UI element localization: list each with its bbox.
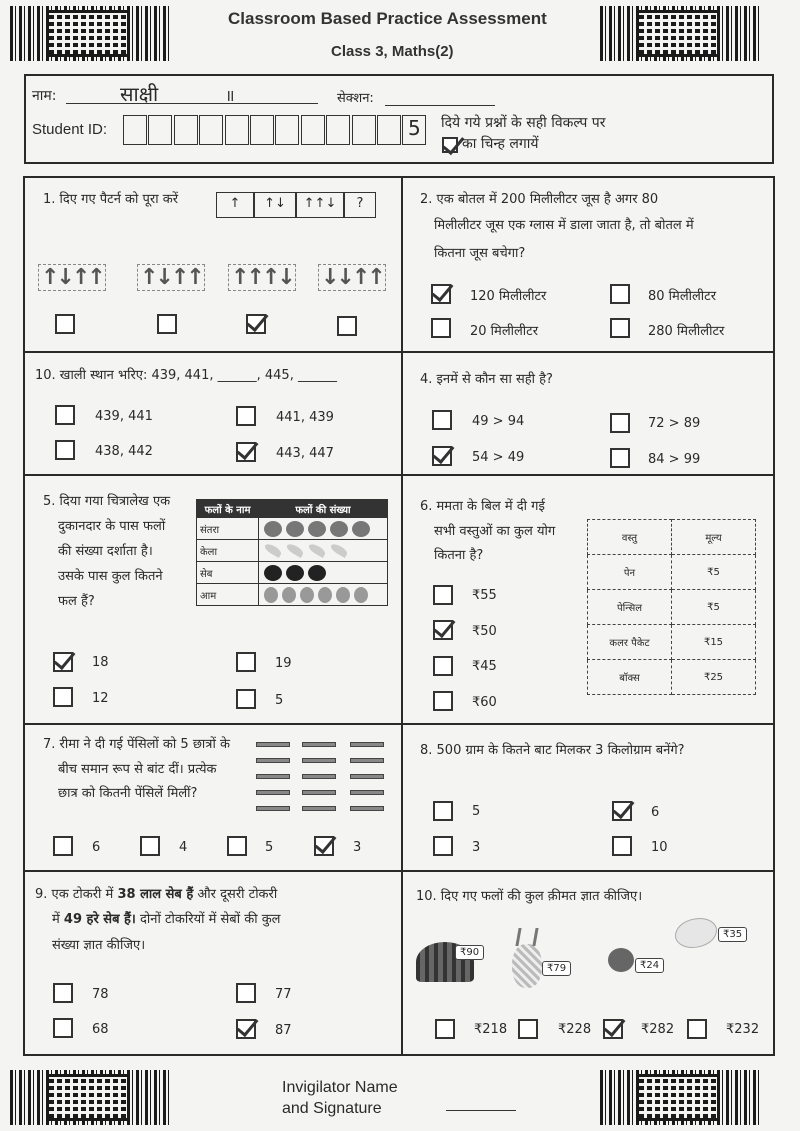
student-id-digit-box[interactable] — [123, 115, 147, 145]
instruction-line2: का चिन्ह लगायें — [462, 136, 539, 152]
q5-text-line5: फल हैं? — [58, 594, 95, 609]
q1-option-c-arrows: ↑↑↑↓ — [228, 264, 296, 291]
q4-text: 4. इनमें से कौन सा सही है? — [420, 372, 553, 387]
q5-option-b-label: 19 — [275, 656, 292, 671]
fruit-icon — [308, 565, 326, 581]
q6-option-c-checkbox[interactable] — [433, 656, 453, 676]
fruit-name-cell: सेब — [197, 562, 259, 584]
pencil-icon — [350, 790, 384, 795]
fruit-name-cell: संतरा — [197, 518, 259, 540]
student-id-last-digit: 5 — [408, 116, 421, 140]
student-id-digit-box[interactable] — [377, 115, 401, 145]
table-row — [588, 555, 756, 590]
q9-option-b-checkbox[interactable] — [236, 983, 256, 1003]
q2-option-b-label: 80 मिलीलीटर — [648, 289, 717, 304]
pineapple-price-tag: ₹79 — [542, 961, 571, 976]
q2-option-c-label: 20 मिलीलीटर — [470, 324, 539, 339]
q7-option-d-label: 3 — [353, 840, 362, 855]
q9-option-a-label: 78 — [92, 987, 109, 1002]
q10-option-d-checkbox[interactable] — [687, 1019, 707, 1039]
grid-vertical-divider — [401, 176, 403, 1056]
bill-item-cell: पेन — [588, 555, 672, 590]
q7-text-line2: बीच समान रूप से बांट दीं। प्रत्येक — [58, 762, 217, 777]
q1-option-b-checkbox[interactable] — [157, 314, 177, 334]
bill-item-cell: पेन्सिल — [588, 590, 672, 625]
q6-option-c-label: ₹45 — [472, 659, 497, 674]
bill-header-cell: वस्तु — [588, 520, 672, 555]
q7-option-a-checkbox[interactable] — [53, 836, 73, 856]
q8-option-d-label: 10 — [651, 840, 668, 855]
q1-option-a-arrows: ↑↓↑↑ — [38, 264, 106, 291]
name-extra: ॥ — [225, 86, 235, 105]
q2-text-line3: कितना जूस बचेगा? — [434, 246, 526, 261]
fruit-name-cell: आम — [197, 584, 259, 606]
barcode-top-right — [600, 6, 760, 61]
invigilator-label-line2: and Signature — [282, 1100, 382, 1117]
table-row — [197, 562, 388, 584]
pencil-icon — [256, 806, 290, 811]
q8-option-a-label: 5 — [472, 804, 481, 819]
q1-pattern-box: ↑↑↓ — [296, 192, 344, 218]
q8-text: 8. 500 ग्राम के कितने बाट मिलकर 3 किलोग्राम बनेंगे? — [420, 743, 685, 758]
bill-price-cell: ₹5 — [672, 555, 756, 590]
q6-bill-table — [587, 519, 756, 695]
q4-option-d-checkbox[interactable] — [610, 448, 630, 468]
q10-text: 10. दिए गए फलों की कुल क़ीमत ज्ञात कीजिए। — [416, 889, 643, 904]
q1-option-d-arrows: ↓↓↑↑ — [318, 264, 386, 291]
fruit-count-cell — [259, 584, 388, 606]
pencil-icon — [302, 806, 336, 811]
q1-pattern-box: ↑ — [216, 192, 254, 218]
q8-option-c-label: 3 — [472, 840, 481, 855]
q5-text-line2: दुकानदार के पास फलों — [58, 519, 166, 534]
q1-option-b-arrows: ↑↓↑↑ — [137, 264, 205, 291]
fruit-icon — [308, 521, 326, 537]
q2-option-b-checkbox[interactable] — [610, 284, 630, 304]
q5-table-header-count: फलों की संख्या — [259, 500, 388, 518]
q7-option-b-label: 4 — [179, 840, 188, 855]
q2-text-line1: 2. एक बोतल में 200 मिलीलीटर जूस है अगर 80 — [420, 192, 659, 207]
grid-row-divider — [23, 723, 775, 725]
q7-text-line3: छात्र को कितनी पेंसिलें मिलीं? — [58, 786, 198, 801]
q5-option-c-label: 12 — [92, 691, 109, 706]
q2-option-a-label: 120 मिलीलीटर — [470, 289, 547, 304]
student-id-digit-box[interactable] — [326, 115, 350, 145]
q9-text-line1: 9. एक टोकरी में 38 लाल सेब हैं और दूसरी टोकरी — [35, 887, 278, 902]
q7-option-c-checkbox[interactable] — [227, 836, 247, 856]
fruit-icon — [263, 542, 283, 558]
fruit-icon — [307, 542, 327, 558]
q5-table-header-name: फलों के नाम — [197, 500, 259, 518]
fruit-icon — [354, 587, 368, 603]
q3-option-a-checkbox[interactable] — [55, 405, 75, 425]
q7-option-d-checkbox[interactable] — [314, 836, 334, 856]
q2-option-d-checkbox[interactable] — [610, 318, 630, 338]
pencil-icon — [256, 790, 290, 795]
q4-option-a-checkbox[interactable] — [432, 410, 452, 430]
barcode-bottom-right — [600, 1070, 760, 1125]
q2-option-a-checkbox[interactable] — [431, 284, 451, 304]
q10-option-b-checkbox[interactable] — [518, 1019, 538, 1039]
q6-text-line3: कितना है? — [434, 548, 484, 563]
q8-option-d-checkbox[interactable] — [612, 836, 632, 856]
pencil-icon — [302, 758, 336, 763]
q1-option-c-checkbox[interactable] — [246, 314, 266, 334]
table-row — [588, 660, 756, 695]
fruit-icon — [318, 587, 332, 603]
instruction-line1: दिये गये प्रश्नों के सही विकल्प पर — [441, 115, 606, 131]
q6-option-d-checkbox[interactable] — [433, 691, 453, 711]
page-title: Classroom Based Practice Assessment — [228, 9, 547, 28]
q6-option-a-label: ₹55 — [472, 588, 497, 603]
pineapple-image — [512, 944, 542, 988]
q3-option-a-label: 439, 441 — [95, 409, 153, 424]
q2-option-d-label: 280 मिलीलीटर — [648, 324, 725, 339]
pencil-icon — [350, 758, 384, 763]
q3-option-c-checkbox[interactable] — [55, 440, 75, 460]
q3-option-c-label: 438, 442 — [95, 444, 153, 459]
barcode-bottom-left — [10, 1070, 170, 1125]
q6-option-b-label: ₹50 — [472, 624, 497, 639]
mango-price-tag: ₹35 — [718, 927, 747, 942]
q10-option-c-label: ₹282 — [641, 1022, 675, 1037]
q10-option-c-checkbox[interactable] — [603, 1019, 623, 1039]
name-label: नाम: — [32, 88, 57, 104]
q1-pattern-box: ↑↓ — [254, 192, 296, 218]
table-row — [588, 625, 756, 660]
invigilator-signature-line[interactable] — [446, 1110, 516, 1111]
pencil-icon — [256, 774, 290, 779]
q3-option-d-checkbox[interactable] — [236, 442, 256, 462]
fruit-count-cell — [259, 518, 388, 540]
fruit-count-cell — [259, 562, 388, 584]
table-row — [197, 540, 388, 562]
q5-text-line1: 5. दिया गया चित्रालेख एक — [43, 494, 171, 509]
q1-text: 1. दिए गए पैटर्न को पूरा करें — [43, 192, 179, 207]
fruit-icon — [264, 565, 282, 581]
q5-text-line3: की संख्या दर्शाता है। — [58, 544, 153, 559]
q6-text-line1: 6. ममता के बिल में दी गई — [420, 499, 545, 514]
q1-option-d-checkbox[interactable] — [337, 316, 357, 336]
q5-option-d-label: 5 — [275, 693, 284, 708]
q10-option-a-label: ₹218 — [474, 1022, 508, 1037]
q6-option-d-label: ₹60 — [472, 695, 497, 710]
q4-option-b-label: 72 > 89 — [648, 416, 701, 431]
student-id-digit-box[interactable] — [225, 115, 249, 145]
table-row — [197, 584, 388, 606]
student-id-digit-box[interactable] — [174, 115, 198, 145]
q5-pictograph-table — [196, 499, 388, 606]
q10-option-d-label: ₹232 — [726, 1022, 760, 1037]
q9-option-c-checkbox[interactable] — [53, 1018, 73, 1038]
q5-option-d-checkbox[interactable] — [236, 689, 256, 709]
pineapple-leaves — [515, 928, 538, 946]
section-line[interactable] — [385, 105, 495, 106]
pencil-icon — [302, 742, 336, 747]
student-id-digit-box[interactable] — [199, 115, 223, 145]
student-id-digit-box[interactable] — [301, 115, 325, 145]
q5-option-b-checkbox[interactable] — [236, 652, 256, 672]
q9-text-line3: संख्या ज्ञात कीजिए। — [52, 938, 146, 953]
fruit-icon — [264, 521, 282, 537]
pencil-icon — [350, 742, 384, 747]
q3-option-b-checkbox[interactable] — [236, 406, 256, 426]
q6-text-line2: सभी वस्तुओं का कुल योग — [434, 524, 556, 539]
page-subtitle: Class 3, Maths(2) — [331, 43, 454, 60]
q9-text-line2: में 49 हरे सेब हैं। दोनों टोकरियों में सेबों की कुल — [52, 912, 281, 927]
q8-option-b-label: 6 — [651, 805, 660, 820]
q3-text: 10. खाली स्थान भरिए: 439, 441, ______, 445, ______ — [35, 368, 337, 383]
q8-option-b-checkbox[interactable] — [612, 801, 632, 821]
bill-price-cell: ₹5 — [672, 590, 756, 625]
section-label: सेक्शन: — [337, 91, 374, 106]
student-id-digit-box[interactable] — [352, 115, 376, 145]
q7-option-b-checkbox[interactable] — [140, 836, 160, 856]
student-id-digit-box[interactable] — [250, 115, 274, 145]
q4-option-b-checkbox[interactable] — [610, 413, 630, 433]
invigilator-label-line1: Invigilator Name — [282, 1079, 398, 1096]
q10-option-a-checkbox[interactable] — [435, 1019, 455, 1039]
q9-option-d-checkbox[interactable] — [236, 1019, 256, 1039]
fruit-icon — [285, 542, 305, 558]
pencil-icon — [256, 758, 290, 763]
fruit-icon — [264, 587, 278, 603]
q9-option-c-label: 68 — [92, 1022, 109, 1037]
fruit-icon — [330, 521, 348, 537]
q4-option-d-label: 84 > 99 — [648, 452, 701, 467]
pencil-icon — [302, 790, 336, 795]
bill-header-cell: मूल्य — [672, 520, 756, 555]
instruction-check-icon — [442, 137, 458, 153]
name-value: साक्षी — [120, 82, 159, 106]
bill-header-row — [588, 520, 756, 555]
fruit-icon — [286, 565, 304, 581]
q5-option-c-checkbox[interactable] — [53, 687, 73, 707]
fruit-icon — [300, 587, 314, 603]
grid-row-divider — [23, 351, 775, 353]
pencil-icon — [302, 774, 336, 779]
q7-option-c-label: 5 — [265, 840, 274, 855]
q2-text-line2: मिलीलीटर जूस एक ग्लास में डाला जाता है, तो बोतल में — [434, 218, 694, 233]
q7-option-a-label: 6 — [92, 840, 101, 855]
q8-option-c-checkbox[interactable] — [433, 836, 453, 856]
fruit-icon — [286, 521, 304, 537]
q4-option-c-checkbox[interactable] — [432, 446, 452, 466]
q4-option-c-label: 54 > 49 — [472, 450, 525, 465]
q6-option-a-checkbox[interactable] — [433, 585, 453, 605]
q4-option-a-label: 49 > 94 — [472, 414, 525, 429]
q1-pattern-box: ? — [344, 192, 376, 218]
name-line[interactable] — [66, 103, 318, 104]
fruit-icon — [329, 542, 349, 558]
pencil-icon — [256, 742, 290, 747]
q1-option-a-checkbox[interactable] — [55, 314, 75, 334]
grid-row-divider — [23, 870, 775, 872]
q2-option-c-checkbox[interactable] — [431, 318, 451, 338]
barcode-top-left — [10, 6, 170, 61]
grid-row-divider — [23, 474, 775, 476]
fruit-count-cell — [259, 540, 388, 562]
q5-option-a-checkbox[interactable] — [53, 652, 73, 672]
q9-option-b-label: 77 — [275, 987, 292, 1002]
q5-option-a-label: 18 — [92, 655, 109, 670]
fruit-name-cell: केला — [197, 540, 259, 562]
bill-price-cell: ₹15 — [672, 625, 756, 660]
fruit-icon — [352, 521, 370, 537]
table-row — [588, 590, 756, 625]
student-id-digit-box[interactable] — [148, 115, 172, 145]
pencil-icon — [350, 806, 384, 811]
student-id-digit-box[interactable] — [275, 115, 299, 145]
q10-option-b-label: ₹228 — [558, 1022, 592, 1037]
q9-option-d-label: 87 — [275, 1023, 292, 1038]
q8-option-a-checkbox[interactable] — [433, 801, 453, 821]
apple-price-tag: ₹24 — [635, 958, 664, 973]
student-id-label: Student ID: — [32, 121, 108, 138]
q5-text-line4: उसके पास कुल कितने — [58, 569, 163, 584]
bill-item-cell: कलर पैकेट — [588, 625, 672, 660]
q7-text-line1: 7. रीमा ने दी गई पेंसिलों को 5 छात्रों के — [43, 737, 230, 752]
q3-option-b-label: 441, 439 — [276, 410, 334, 425]
q9-option-a-checkbox[interactable] — [53, 983, 73, 1003]
watermelon-price-tag: ₹90 — [455, 945, 484, 960]
q3-option-d-label: 443, 447 — [276, 446, 334, 461]
pencil-icon — [350, 774, 384, 779]
fruit-icon — [282, 587, 296, 603]
bill-item-cell: बॉक्स — [588, 660, 672, 695]
table-row — [197, 518, 388, 540]
bill-price-cell: ₹25 — [672, 660, 756, 695]
q6-option-b-checkbox[interactable] — [433, 620, 453, 640]
fruit-icon — [336, 587, 350, 603]
apple-image — [608, 948, 634, 972]
